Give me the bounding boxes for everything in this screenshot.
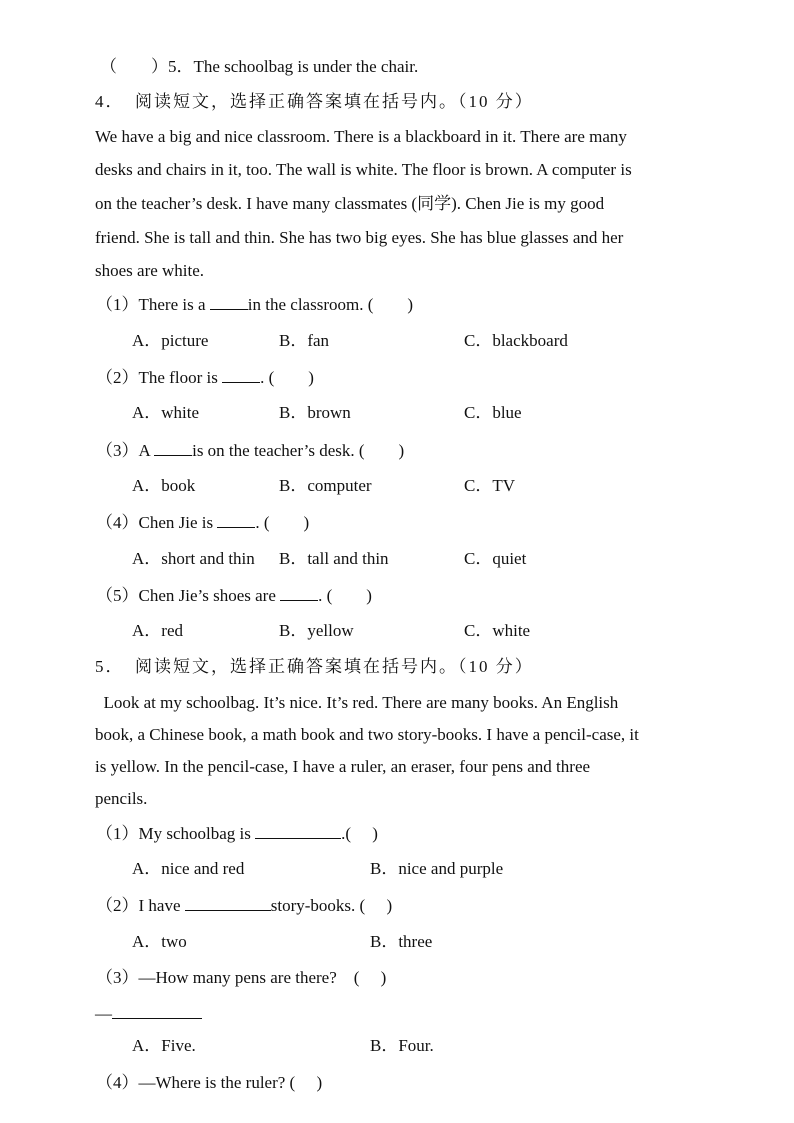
question-prefix: （4）—Where is the ruler? ( ): [96, 1073, 323, 1092]
option-a[interactable]: A．two: [132, 932, 187, 951]
answer-blank[interactable]: [222, 366, 260, 383]
option-c[interactable]: C．blackboard: [464, 331, 568, 350]
option-a[interactable]: A．nice and red: [132, 859, 245, 878]
passage-line: book, a Chinese book, a math book and two story-books. I have a pencil-case, it: [95, 725, 639, 744]
question-item: [96, 293, 413, 316]
passage-line: pencils.: [95, 789, 148, 808]
question-suffix: .( ): [341, 824, 378, 843]
question-item: [96, 822, 378, 845]
passage-line: Look at my schoolbag. It’s nice. It’s red. There are many books. An English: [95, 693, 619, 712]
option-b[interactable]: B．nice and purple: [370, 859, 504, 878]
question-text: （ ）5．The schoolbag is under the chair.: [100, 57, 419, 76]
question-suffix: . ( ): [260, 368, 314, 387]
option-c[interactable]: C．blue: [464, 403, 522, 422]
option-b[interactable]: B．brown: [279, 403, 351, 422]
answer-dash: —: [95, 1004, 112, 1023]
question-prefix: （5）Chen Jie’s shoes are: [96, 586, 281, 605]
question-item: [96, 366, 314, 389]
option-b[interactable]: B．Four.: [370, 1036, 434, 1055]
question-prefix: （1）There is a: [96, 295, 210, 314]
option-c[interactable]: C．quiet: [464, 549, 527, 568]
option-b[interactable]: B．three: [370, 932, 433, 951]
section-heading: 4． 阅读短文，选择正确答案填在括号内。（10 分）: [95, 92, 534, 111]
answer-blank[interactable]: [210, 293, 248, 310]
passage-line: on the teacher’s desk. I have many classmates (同学). Chen Jie is my good: [95, 194, 605, 213]
option-b[interactable]: B．tall and thin: [279, 549, 389, 568]
option-b[interactable]: B．computer: [279, 476, 372, 495]
answer-blank[interactable]: [154, 439, 192, 456]
question-item: [96, 967, 386, 989]
answer-line: [95, 1002, 202, 1025]
question-suffix: in the classroom. ( ): [247, 295, 414, 314]
option-c[interactable]: C．TV: [464, 476, 515, 495]
option-a[interactable]: A．Five.: [132, 1036, 196, 1055]
passage-line: is yellow. In the pencil-case, I have a ruler, an eraser, four pens and three: [95, 757, 591, 776]
option-a[interactable]: A．white: [132, 403, 200, 422]
question-prefix: （2）I have: [96, 896, 185, 915]
answer-blank[interactable]: [185, 894, 271, 911]
question-item: [96, 1072, 322, 1094]
option-a[interactable]: A．book: [132, 476, 196, 495]
passage-line: desks and chairs in it, too. The wall is white. The floor is brown. A computer is: [95, 160, 632, 179]
answer-blank[interactable]: [112, 1002, 202, 1019]
question-suffix: story-books. ( ): [270, 896, 393, 915]
question-prefix: （3）—How many pens are there? ( ): [96, 968, 387, 987]
option-b[interactable]: B．fan: [279, 331, 330, 350]
question-prefix: （4）Chen Jie is: [96, 513, 218, 532]
question-prefix: （1）My schoolbag is: [96, 824, 256, 843]
question-item: [96, 439, 404, 462]
passage-line: We have a big and nice classroom. There is a blackboard in it. There are many: [95, 127, 627, 146]
question-prefix: （3）A: [96, 441, 155, 460]
question-item: [96, 894, 392, 917]
option-a[interactable]: A．red: [132, 621, 183, 640]
answer-blank[interactable]: [217, 511, 255, 528]
answer-blank[interactable]: [280, 584, 318, 601]
question-prefix: （2）The floor is: [96, 368, 223, 387]
section-heading: 5． 阅读短文，选择正确答案填在括号内。（10 分）: [95, 657, 534, 676]
question-item: [96, 584, 372, 607]
passage-line: shoes are white.: [95, 261, 205, 280]
question-suffix: . ( ): [255, 513, 310, 532]
question-suffix: is on the teacher’s desk. ( ): [192, 441, 405, 460]
option-b[interactable]: B．yellow: [279, 621, 354, 640]
answer-blank[interactable]: [255, 822, 341, 839]
question-item: [96, 511, 309, 534]
passage-line: friend. She is tall and thin. She has two big eyes. She has blue glasses and her: [95, 228, 624, 247]
option-a[interactable]: A．picture: [132, 331, 209, 350]
option-a[interactable]: A．short and thin: [132, 549, 255, 568]
question-suffix: . ( ): [318, 586, 372, 605]
option-c[interactable]: C．white: [464, 621, 531, 640]
question-item: [100, 56, 418, 78]
